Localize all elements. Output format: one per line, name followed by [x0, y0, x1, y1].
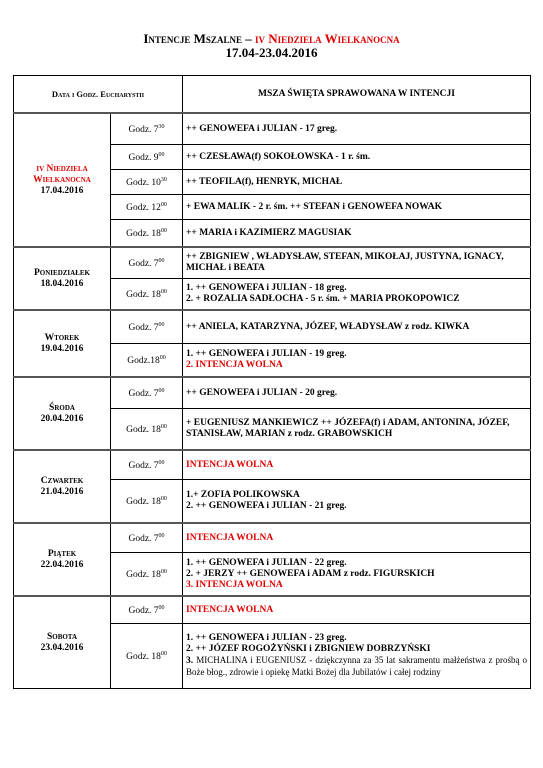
mass-hour: Godz. 18 — [126, 290, 161, 301]
mass-row — [14, 450, 531, 480]
mass-minutes: 00 — [160, 227, 167, 234]
day-cell — [14, 310, 111, 377]
mass-intention — [183, 220, 531, 248]
mass-time — [111, 344, 183, 378]
day-cell — [14, 523, 111, 596]
intention-line: ++ ANIELA, KATARZYNA, JÓZEF, WŁADYSŁAW z rodz. KIWKA — [186, 321, 470, 332]
day-cell — [14, 450, 111, 523]
mass-row — [14, 523, 531, 553]
intention-line: 1.+ ZOFIA POLIKOWSKA — [186, 490, 300, 500]
mass-intention — [183, 310, 531, 344]
intention-line: + EWA MALIK - 2 r. śm. ++ STEFAN i GENOWEFA NOWAK — [186, 201, 442, 212]
intention-line: 1. ++ GENOWEFA i JULIAN - 19 greg. — [186, 349, 347, 359]
day-cell — [14, 377, 111, 450]
mass-intention — [183, 170, 531, 195]
mass-minutes: 00 — [158, 387, 165, 394]
intention-line: + EUGENIUSZ MANKIEWICZ ++ JÓZEFA(f) i ADAM, ANTONINA, JÓZEF, STANISŁAW, MARIAN z rodz. GRABOWSKICH — [186, 418, 510, 439]
mass-intention — [183, 596, 531, 624]
mass-hour: Godz.18 — [127, 356, 160, 367]
mass-minutes: 00 — [159, 354, 166, 361]
mass-time — [111, 450, 183, 480]
intention-line: 1. ++ GENOWEFA i JULIAN - 23 greg. — [186, 633, 347, 643]
mass-intention — [183, 247, 531, 279]
column-header-date: Data i Godz. Eucharystii — [14, 76, 183, 114]
mass-intention — [183, 279, 531, 311]
mass-minutes: 00 — [160, 495, 167, 502]
mass-hour: Godz. 18 — [126, 229, 161, 240]
mass-time — [111, 377, 183, 409]
thanksgiving-note: MICHALINA i EUGENIUSZ - dziękczynna za 35 lat sakramentu małżeństwa z prośbą o Boże błog., zdrowie i opiekę Matki Bożej dla Jubilatów i całej rodziny — [186, 655, 528, 677]
day-name: Piątek — [47, 548, 77, 559]
intention-line: 2. + JERZY ++ GENOWEFA i ADAM z rodz. FIGURSKICH — [186, 568, 435, 579]
mass-time — [111, 195, 183, 220]
mass-intention — [183, 195, 531, 220]
mass-time — [111, 113, 183, 145]
mass-minutes: 30 — [158, 123, 165, 130]
mass-hour: Godz. 10 — [126, 178, 161, 189]
mass-time — [111, 624, 183, 689]
intention-line: 2. + ROZALIA SADŁOCHA - 5 r. śm. + MARIA PROKOPOWICZ — [186, 294, 460, 304]
mass-intention — [183, 113, 531, 145]
mass-minutes: 00 — [160, 568, 167, 575]
day-date: 23.04.2016 — [40, 642, 84, 653]
mass-hour: Godz. 7 — [128, 259, 159, 270]
mass-intention — [183, 480, 531, 524]
title-sunday: iv Niedziela Wielkanocna — [254, 31, 400, 46]
mass-minutes: 00 — [160, 650, 167, 657]
mass-row — [14, 113, 531, 145]
note-number: 3. — [186, 656, 194, 666]
page-dates: 17.04-23.04.2016 — [225, 45, 318, 60]
mass-minutes: 00 — [160, 423, 167, 430]
mass-time — [111, 247, 183, 279]
intention-line: 1. ++ GENOWEFA i JULIAN - 22 greg. — [186, 557, 347, 568]
day-name: iv Niedziela Wielkanocna — [33, 163, 91, 185]
mass-time — [111, 480, 183, 524]
intention-line: ++ TEOFILA(f), HENRYK, MICHAŁ — [186, 176, 343, 187]
free-intention-line: INTENCJA WOLNA — [186, 532, 274, 543]
mass-intention — [183, 523, 531, 553]
free-intention-line: INTENCJA WOLNA — [186, 604, 274, 615]
day-date: 19.04.2016 — [40, 343, 84, 354]
mass-minutes: 00 — [158, 321, 165, 328]
column-header-intention: MSZA ŚWIĘTA SPRAWOWANA W INTENCJI — [183, 76, 531, 114]
day-date: 20.04.2016 — [40, 413, 84, 424]
mass-hour: Godz. 7 — [128, 125, 159, 136]
mass-hour: Godz. 7 — [128, 389, 159, 400]
mass-time — [111, 553, 183, 597]
intention-line: ++ GENOWEFA i JULIAN - 17 greg. — [186, 123, 338, 134]
day-cell — [14, 113, 111, 247]
mass-minutes: 30 — [160, 176, 167, 183]
mass-hour: Godz. 9 — [128, 153, 159, 164]
intention-line: ++ MARIA i KAZIMIERZ MAGUSIAK — [186, 227, 352, 238]
mass-row — [14, 310, 531, 344]
day-name: Środa — [49, 402, 75, 413]
day-date: 17.04.2016 — [40, 185, 84, 196]
mass-minutes: 00 — [160, 201, 167, 208]
mass-minutes: 00 — [158, 604, 165, 611]
mass-hour: Godz. 12 — [126, 203, 161, 214]
mass-time — [111, 523, 183, 553]
mass-time — [111, 170, 183, 195]
day-name: Poniedziałek — [34, 267, 90, 278]
intention-line: 2. ++ JÓZEF ROGOŻYŃSKI i ZBIGNIEW DOBRZYŃSKI — [186, 644, 431, 654]
mass-minutes: 00 — [160, 288, 167, 295]
mass-intention — [183, 624, 531, 689]
intention-line: 2. ++ GENOWEFA i JULIAN - 21 greg. — [186, 501, 347, 511]
intentions-table — [13, 75, 531, 689]
day-cell — [14, 247, 111, 310]
title-prefix: Intencje Mszalne – — [143, 31, 252, 46]
mass-intention — [183, 377, 531, 409]
mass-time — [111, 310, 183, 344]
free-intention-line: 2. INTENCJA WOLNA — [186, 360, 283, 370]
mass-row — [14, 596, 531, 624]
intention-line: 1. ++ GENOWEFA i JULIAN - 18 greg. — [186, 283, 347, 293]
day-date: 18.04.2016 — [40, 278, 84, 289]
mass-time — [111, 279, 183, 311]
intention-line: ++ CZESŁAWA(f) SOKOŁOWSKA - 1 r. śm. — [186, 151, 371, 162]
mass-hour: Godz. 7 — [128, 323, 159, 334]
mass-hour: Godz. 18 — [126, 652, 161, 663]
mass-intention — [183, 450, 531, 480]
intention-line: ++ GENOWEFA i JULIAN - 20 greg. — [186, 387, 338, 398]
mass-minutes: 00 — [158, 151, 165, 158]
free-intention-line: 3. INTENCJA WOLNA — [186, 579, 283, 590]
mass-hour: Godz. 7 — [128, 461, 159, 472]
day-date: 21.04.2016 — [40, 486, 84, 497]
mass-intention — [183, 344, 531, 378]
mass-time — [111, 145, 183, 170]
mass-intention — [183, 553, 531, 597]
day-name: Wtorek — [44, 332, 80, 343]
intention-line: ++ ZBIGNIEW , WŁADYSŁAW, STEFAN, MIKOŁAJ, JUSTYNA, IGNACY, MICHAŁ i BEATA — [186, 252, 504, 273]
mass-row — [14, 247, 531, 279]
mass-minutes: 00 — [158, 257, 165, 264]
mass-hour: Godz. 18 — [126, 497, 161, 508]
mass-hour: Godz. 7 — [128, 534, 159, 545]
mass-time — [111, 596, 183, 624]
mass-row — [14, 377, 531, 409]
mass-intention — [183, 145, 531, 170]
mass-time — [111, 220, 183, 248]
mass-minutes: 00 — [158, 532, 165, 539]
mass-intention — [183, 409, 531, 451]
mass-hour: Godz. 7 — [128, 606, 159, 617]
mass-hour: Godz. 18 — [126, 425, 161, 436]
free-intention-line: INTENCJA WOLNA — [186, 459, 274, 470]
mass-time — [111, 409, 183, 451]
day-date: 22.04.2016 — [40, 559, 84, 570]
mass-minutes: 00 — [158, 459, 165, 466]
mass-hour: Godz. 18 — [126, 570, 161, 581]
day-cell — [14, 596, 111, 689]
day-name: Sobota — [46, 631, 78, 642]
day-name: Czwartek — [40, 475, 84, 486]
